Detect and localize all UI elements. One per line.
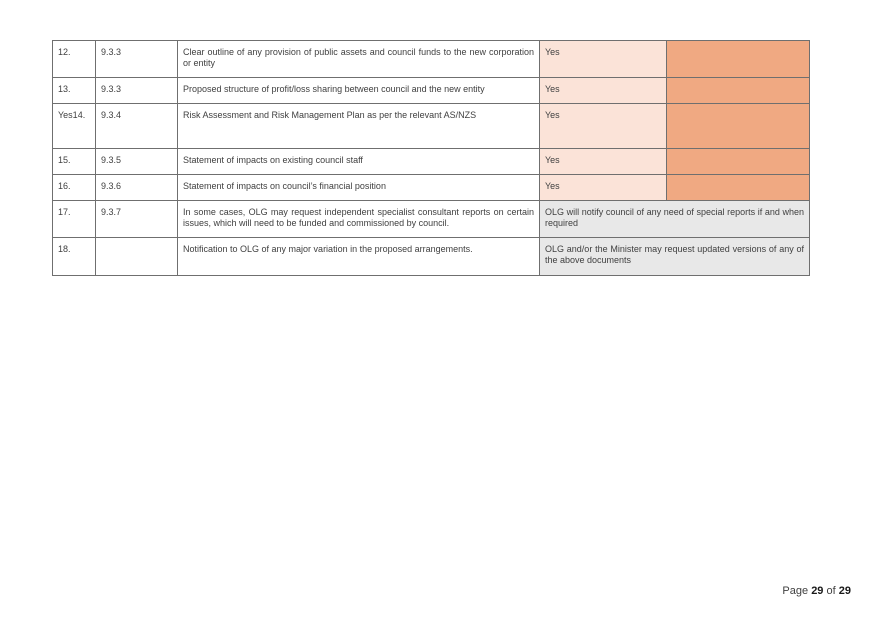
shaded-cell (667, 78, 810, 104)
status-cell: Yes (540, 41, 667, 78)
status-cell: Yes (540, 149, 667, 175)
table-row (53, 238, 810, 276)
item-description: Clear outline of any provision of public assets and council funds to the new corporation or entity (178, 41, 540, 78)
section-reference: 9.3.3 (96, 78, 178, 104)
table-row (53, 175, 810, 201)
item-number: 15. (53, 149, 96, 175)
current-page: 29 (811, 585, 824, 597)
item-number: 12. (53, 41, 96, 78)
item-description: Risk Assessment and Risk Management Plan as per the relevant AS/NZS (178, 104, 540, 149)
note-cell: OLG will notify council of any need of special reports if and when required (540, 201, 810, 238)
page-prefix: Page (782, 585, 809, 597)
section-reference (96, 238, 178, 276)
item-description: Notification to OLG of any major variation in the proposed arrangements. (178, 238, 540, 276)
table-row (53, 201, 810, 238)
status-cell: Yes (540, 104, 667, 149)
section-reference: 9.3.7 (96, 201, 178, 238)
table-row (53, 104, 810, 149)
item-description: In some cases, OLG may request independent specialist consultant reports on certain issues, which will need to be funded and commissioned by council. (178, 201, 540, 238)
item-number: 16. (53, 175, 96, 201)
table-row (53, 41, 810, 78)
section-reference: 9.3.3 (96, 41, 178, 78)
checklist-table (52, 40, 810, 276)
shaded-cell (667, 149, 810, 175)
shaded-cell (667, 104, 810, 149)
page-number (782, 585, 851, 597)
section-reference: 9.3.6 (96, 175, 178, 201)
item-description: Statement of impacts on existing council staff (178, 149, 540, 175)
status-cell: Yes (540, 78, 667, 104)
item-number: Yes14. (53, 104, 96, 149)
table-row (53, 149, 810, 175)
item-description: Proposed structure of profit/loss sharing between council and the new entity (178, 78, 540, 104)
item-number: 17. (53, 201, 96, 238)
total-pages: 29 (838, 585, 851, 597)
section-reference: 9.3.5 (96, 149, 178, 175)
status-cell: Yes (540, 175, 667, 201)
section-reference: 9.3.4 (96, 104, 178, 149)
item-number: 13. (53, 78, 96, 104)
shaded-cell (667, 41, 810, 78)
note-cell: OLG and/or the Minister may request updated versions of any of the above documents (540, 238, 810, 276)
page-separator: of (826, 585, 836, 597)
shaded-cell (667, 175, 810, 201)
item-description: Statement of impacts on council’s financial position (178, 175, 540, 201)
table-row (53, 78, 810, 104)
item-number: 18. (53, 238, 96, 276)
